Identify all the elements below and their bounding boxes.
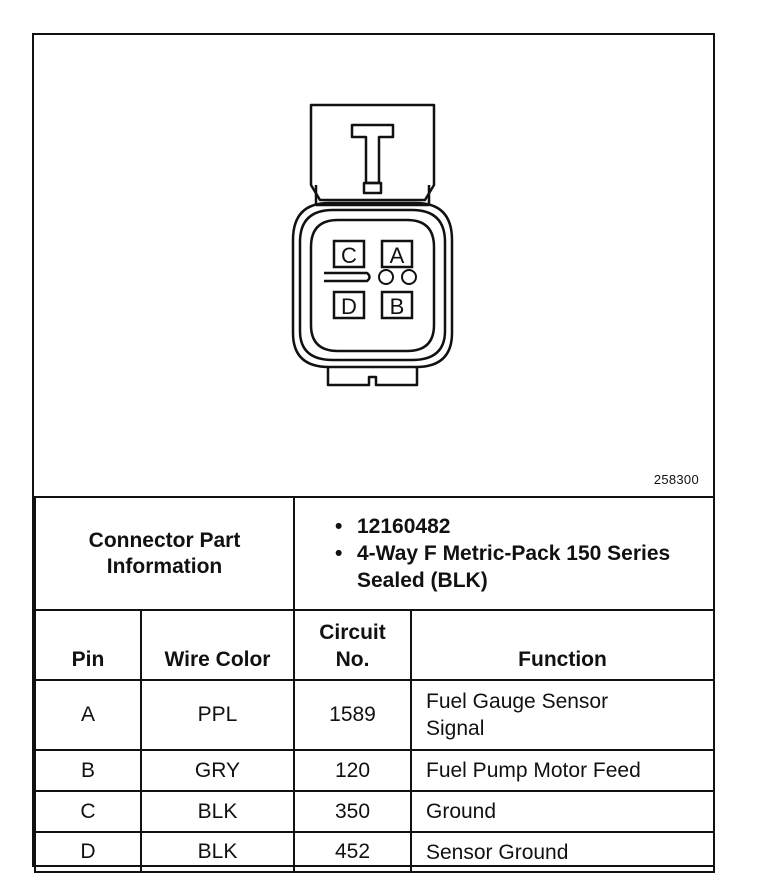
connector-latch	[352, 125, 393, 183]
pin-cell: D	[35, 832, 141, 872]
circuit-cell: 120	[294, 750, 411, 791]
connector-info-cell	[294, 497, 714, 610]
header-circuit: Circuit No.	[294, 610, 411, 680]
circuit-cell: 1589	[294, 680, 411, 750]
function-cell: Sensor Ground	[411, 832, 714, 872]
circuit-cell: 452	[294, 832, 411, 872]
function-cell: Fuel Gauge Sensor Signal	[411, 680, 714, 750]
wire-color-cell: GRY	[141, 750, 294, 791]
pin-label-a: A	[389, 243, 405, 268]
connector-info-row	[35, 497, 714, 610]
function-cell: Fuel Pump Motor Feed	[411, 750, 714, 791]
pin-hole-left	[379, 270, 393, 284]
pin-cell: B	[35, 750, 141, 791]
header-row	[35, 610, 714, 680]
connector-part-number: • 12160482	[335, 513, 713, 540]
pin-label-b: B	[389, 294, 405, 319]
pin-cell: C	[35, 791, 141, 832]
pin-label-c: C	[341, 243, 357, 268]
pin-cell: A	[35, 680, 141, 750]
document-frame	[32, 33, 715, 867]
table-row	[35, 680, 714, 750]
connector-face-inner	[311, 220, 434, 351]
circuit-cell: 350	[294, 791, 411, 832]
figure-id: 258300	[653, 472, 699, 487]
wire-color-cell: PPL	[141, 680, 294, 750]
wire-color-cell: BLK	[141, 791, 294, 832]
connector-face-illustration	[34, 35, 713, 498]
table-row	[35, 750, 714, 791]
connector-spec-table	[34, 496, 715, 873]
table-row	[35, 832, 714, 872]
header-function: Function	[411, 610, 714, 680]
wire-color-cell: BLK	[141, 832, 294, 872]
function-cell: Ground	[411, 791, 714, 832]
pin-hole-right	[402, 270, 416, 284]
connector-info-list	[295, 513, 713, 594]
header-wire-color: Wire Color	[141, 610, 294, 680]
connector-part-description: • 4-Way F Metric-Pack 150 Series Sealed (BLK)	[335, 540, 713, 594]
connector-info-label: Connector Part Information	[35, 497, 294, 610]
pin-label-d: D	[341, 294, 357, 319]
table-row	[35, 791, 714, 832]
header-pin: Pin	[35, 610, 141, 680]
connector-diagram-area	[34, 35, 713, 498]
connector-housing-top	[311, 105, 434, 200]
